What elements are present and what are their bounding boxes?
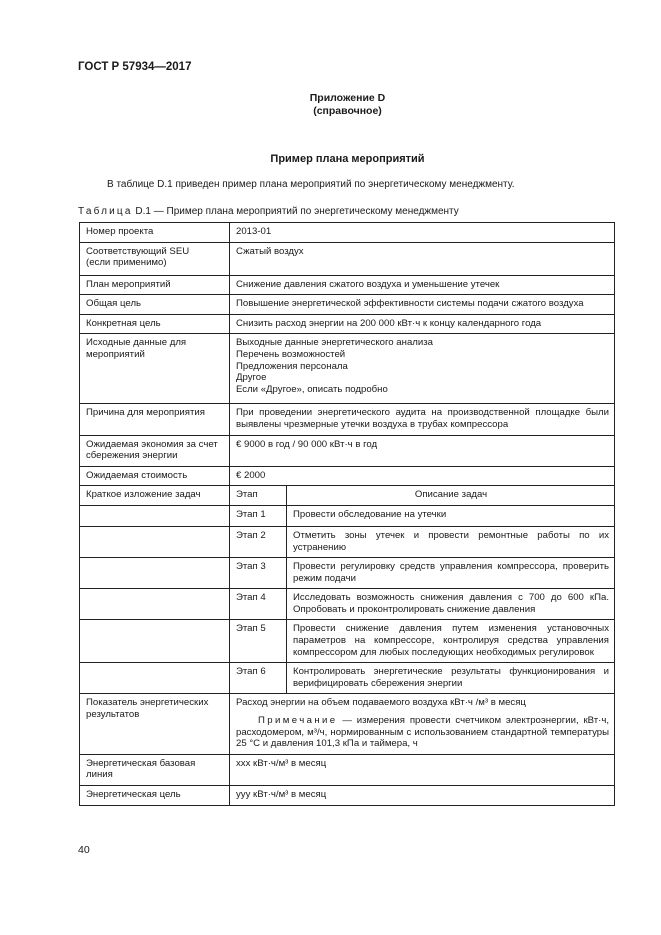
table-row [80, 486, 615, 506]
action-plan-table [79, 222, 615, 806]
stage-description: Провести регулировку средств управления компрессора, проверить режим подачи [287, 558, 615, 589]
blank-cell [80, 558, 230, 589]
table-row [80, 334, 615, 404]
label-line: (если применимо) [86, 257, 167, 269]
row-label: Исходные данные для мероприятий [80, 334, 230, 404]
row-label: Общая цель [80, 295, 230, 315]
blank-cell [80, 505, 230, 526]
table-row [80, 589, 615, 620]
stage-cell: Этап 3 [230, 558, 287, 589]
table-row [80, 275, 615, 295]
row-value: Снизить расход энергии на 200 000 кВт·ч к концу календарного года [230, 314, 615, 334]
stage-cell: Этап 5 [230, 620, 287, 663]
table-row [80, 558, 615, 589]
table-row [80, 754, 615, 785]
table-row [80, 694, 615, 754]
row-label [80, 242, 230, 275]
appendix-heading [0, 92, 661, 118]
page-number: 40 [78, 844, 90, 856]
table-row [80, 466, 615, 486]
stage-header: Этап [230, 486, 287, 506]
row-value [230, 334, 615, 404]
row-label: Номер проекта [80, 223, 230, 243]
row-label: Краткое изложение задач [80, 486, 230, 506]
note-prefix: Примечание [258, 715, 338, 727]
stage-cell: Этап 4 [230, 589, 287, 620]
table-row [80, 242, 615, 275]
table-row [80, 663, 615, 694]
blank-cell [80, 663, 230, 694]
row-value: При проведении энергетического аудита на производственной площадке были выявлены чрезмерные утечки воздуха в трубах компрессора [230, 404, 615, 435]
standard-header: ГОСТ Р 57934—2017 [78, 61, 192, 73]
stage-description: Провести обследование на утечки [287, 505, 615, 526]
row-value: € 2000 [230, 466, 615, 486]
list-item: Перечень возможностей [236, 348, 346, 360]
stage-description: Провести снижение давления путем изменения установочных параметров на компрессоре, контролируя средства управления компрессором для любых последующих необходимых регулировок [287, 620, 615, 663]
note-text: — измерения провести счетчиком электроэнергии, кВт·ч, расходомером, м³/ч, нормированным с использованием стандартной температуры 25 °С и давления 101,3 кПа и таймера, ч [236, 715, 609, 750]
stage-description: Отметить зоны утечек и провести ремонтные работы по их устранению [287, 526, 615, 557]
row-label: Конкретная цель [80, 314, 230, 334]
row-label: Энергетическая цель [80, 786, 230, 806]
description-header: Описание задач [287, 486, 615, 506]
appendix-title: Приложение D [309, 92, 386, 104]
list-item: Другое [236, 372, 267, 384]
row-label: Ожидаемая стоимость [80, 466, 230, 486]
caption-prefix: Таблица [78, 206, 133, 217]
row-value: Снижение давления сжатого воздуха и уменьшение утечек [230, 275, 615, 295]
row-label: Причина для мероприятия [80, 404, 230, 435]
section-title: Пример плана мероприятий [270, 153, 425, 165]
table-row [80, 223, 615, 243]
table-row [80, 435, 615, 466]
stage-cell: Этап 6 [230, 663, 287, 694]
row-value: 2013-01 [230, 223, 615, 243]
indicator-note [236, 715, 609, 750]
row-value: Повышение энергетической эффективности системы подачи сжатого воздуха [230, 295, 615, 315]
list-item: Предложения персонала [236, 360, 348, 372]
table-row [80, 786, 615, 806]
list-item: Если «Другое», описать подробно [236, 383, 388, 395]
row-label: Энергетическая базовая линия [80, 754, 230, 785]
row-label: Ожидаемая экономия за счет сбережения энергии [80, 435, 230, 466]
blank-cell [80, 589, 230, 620]
appendix-subtitle: (справочное) [313, 105, 382, 117]
table-caption [78, 206, 459, 217]
list-item: Выходные данные энергетического анализа [236, 337, 433, 349]
table-row [80, 505, 615, 526]
caption-text: D.1 — Пример плана мероприятий по энергетическому менеджменту [132, 206, 459, 217]
row-value: ххх кВт·ч/м³ в месяц [230, 754, 615, 785]
intro-paragraph: В таблице D.1 приведен пример плана мероприятий по энергетическому менеджменту. [107, 179, 515, 190]
stage-cell: Этап 2 [230, 526, 287, 557]
row-label: План мероприятий [80, 275, 230, 295]
indicator-value: Расход энергии на объем подаваемого воздуха кВт·ч /м³ в месяц [236, 697, 526, 709]
blank-cell [80, 526, 230, 557]
table-row [80, 620, 615, 663]
table-row [80, 295, 615, 315]
stage-cell: Этап 1 [230, 505, 287, 526]
row-value: € 9000 в год / 90 000 кВт·ч в год [230, 435, 615, 466]
stage-description: Исследовать возможность снижения давления с 700 до 600 кПа. Опробовать и проконтролировать снижение давления [287, 589, 615, 620]
row-label: Показатель энергетических результатов [80, 694, 230, 754]
row-value: Сжатый воздух [230, 242, 615, 275]
table-row [80, 404, 615, 435]
blank-cell [80, 620, 230, 663]
row-value [230, 694, 615, 754]
label-line: Соответствующий SEU [86, 245, 190, 257]
stage-description: Контролировать энергетические результаты функционирования и верифицировать сбережения энергии [287, 663, 615, 694]
row-value: ууу кВт·ч/м³ в месяц [230, 786, 615, 806]
table-row [80, 314, 615, 334]
table-row [80, 526, 615, 557]
